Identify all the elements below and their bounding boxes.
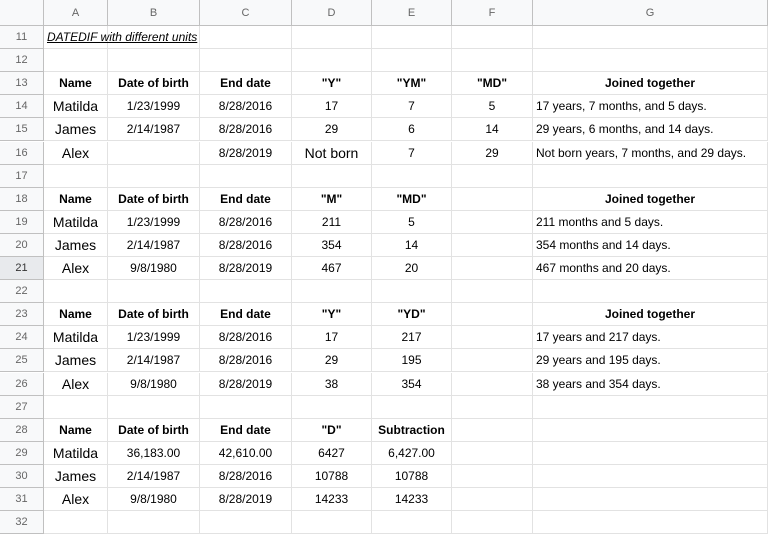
cell-c11[interactable] [200,26,292,49]
cell-e20[interactable]: 14 [372,234,452,257]
cell-c29[interactable]: 42,610.00 [200,442,292,465]
cell-f30[interactable] [452,465,533,488]
cell-e29[interactable]: 6,427.00 [372,442,452,465]
cell-e30[interactable]: 10788 [372,465,452,488]
cell-e18[interactable]: "MD" [372,188,452,211]
cell-c31[interactable]: 8/28/2019 [200,488,292,511]
cell-e19[interactable]: 5 [372,211,452,234]
cell-e27[interactable] [372,396,452,419]
row-header-13[interactable]: 13 [0,72,44,95]
row-header-21[interactable]: 21 [0,257,44,280]
cell-a25[interactable]: James [44,349,108,372]
cell-f19[interactable] [452,211,533,234]
cell-b21[interactable]: 9/8/1980 [108,257,200,280]
cell-f20[interactable] [452,234,533,257]
cell-c25[interactable]: 8/28/2016 [200,349,292,372]
cell-f32[interactable] [452,511,533,534]
cell-g13[interactable]: Joined together [533,72,768,95]
cell-f12[interactable] [452,49,533,72]
cell-e17[interactable] [372,165,452,188]
cell-d26[interactable]: 38 [292,373,372,396]
cell-a20[interactable]: James [44,234,108,257]
cell-d22[interactable] [292,280,372,303]
cell-b22[interactable] [108,280,200,303]
cell-b26[interactable]: 9/8/1980 [108,373,200,396]
cell-a13[interactable]: Name [44,72,108,95]
cell-b31[interactable]: 9/8/1980 [108,488,200,511]
cell-g27[interactable] [533,396,768,419]
cell-a23[interactable]: Name [44,303,108,326]
cell-a28[interactable]: Name [44,419,108,442]
cell-c28[interactable]: End date [200,419,292,442]
cell-f28[interactable] [452,419,533,442]
cell-e15[interactable]: 6 [372,118,452,141]
cell-g11[interactable] [533,26,768,49]
cell-a12[interactable] [44,49,108,72]
row-header-26[interactable]: 26 [0,373,44,396]
cell-d11[interactable] [292,26,372,49]
cell-f11[interactable] [452,26,533,49]
cell-d29[interactable]: 6427 [292,442,372,465]
cell-a16[interactable]: Alex [44,142,108,165]
cell-d21[interactable]: 467 [292,257,372,280]
cell-c23[interactable]: End date [200,303,292,326]
column-header-b[interactable]: B [108,0,200,26]
cell-c15[interactable]: 8/28/2016 [200,118,292,141]
column-header-e[interactable]: E [372,0,452,26]
cell-c17[interactable] [200,165,292,188]
cell-g17[interactable] [533,165,768,188]
cell-g23[interactable]: Joined together [533,303,768,326]
cell-g22[interactable] [533,280,768,303]
cell-c26[interactable]: 8/28/2019 [200,373,292,396]
cell-f16[interactable]: 29 [452,142,533,165]
cell-f29[interactable] [452,442,533,465]
cell-e31[interactable]: 14233 [372,488,452,511]
cell-a27[interactable] [44,396,108,419]
cell-b32[interactable] [108,511,200,534]
cell-g16[interactable]: Not born years, 7 months, and 29 days. [533,142,768,165]
row-header-12[interactable]: 12 [0,49,44,72]
cell-f14[interactable]: 5 [452,95,533,118]
cell-f26[interactable] [452,373,533,396]
cell-e21[interactable]: 20 [372,257,452,280]
cell-a22[interactable] [44,280,108,303]
cell-f31[interactable] [452,488,533,511]
row-header-24[interactable]: 24 [0,326,44,349]
cell-g24[interactable]: 17 years and 217 days. [533,326,768,349]
cell-f23[interactable] [452,303,533,326]
cell-e22[interactable] [372,280,452,303]
cell-a30[interactable]: James [44,465,108,488]
cell-d16[interactable]: Not born [292,142,372,165]
cell-g31[interactable] [533,488,768,511]
cell-b30[interactable]: 2/14/1987 [108,465,200,488]
cell-b16[interactable] [108,142,200,165]
cell-c14[interactable]: 8/28/2016 [200,95,292,118]
row-header-16[interactable]: 16 [0,142,44,165]
cell-e23[interactable]: "YD" [372,303,452,326]
row-header-32[interactable]: 32 [0,511,44,534]
row-header-14[interactable]: 14 [0,95,44,118]
cell-d31[interactable]: 14233 [292,488,372,511]
cell-g32[interactable] [533,511,768,534]
column-header-f[interactable]: F [452,0,533,26]
row-header-17[interactable]: 17 [0,165,44,188]
cell-g29[interactable] [533,442,768,465]
cell-f13[interactable]: "MD" [452,72,533,95]
cell-d19[interactable]: 211 [292,211,372,234]
cell-b20[interactable]: 2/14/1987 [108,234,200,257]
column-header-d[interactable]: D [292,0,372,26]
cell-f15[interactable]: 14 [452,118,533,141]
row-header-28[interactable]: 28 [0,419,44,442]
cell-b19[interactable]: 1/23/1999 [108,211,200,234]
cell-e25[interactable]: 195 [372,349,452,372]
cell-a31[interactable]: Alex [44,488,108,511]
cell-b27[interactable] [108,396,200,419]
cell-b14[interactable]: 1/23/1999 [108,95,200,118]
cell-c19[interactable]: 8/28/2016 [200,211,292,234]
cell-f25[interactable] [452,349,533,372]
cell-d24[interactable]: 17 [292,326,372,349]
cell-a17[interactable] [44,165,108,188]
cell-g30[interactable] [533,465,768,488]
row-header-30[interactable]: 30 [0,465,44,488]
cell-b15[interactable]: 2/14/1987 [108,118,200,141]
cell-c12[interactable] [200,49,292,72]
cell-c20[interactable]: 8/28/2016 [200,234,292,257]
cell-f17[interactable] [452,165,533,188]
cell-a26[interactable]: Alex [44,373,108,396]
cell-g14[interactable]: 17 years, 7 months, and 5 days. [533,95,768,118]
cell-d23[interactable]: "Y" [292,303,372,326]
cell-d15[interactable]: 29 [292,118,372,141]
cell-g15[interactable]: 29 years, 6 months, and 14 days. [533,118,768,141]
cell-e13[interactable]: "YM" [372,72,452,95]
cell-b23[interactable]: Date of birth [108,303,200,326]
cell-c18[interactable]: End date [200,188,292,211]
cell-d12[interactable] [292,49,372,72]
cell-a21[interactable]: Alex [44,257,108,280]
row-header-31[interactable]: 31 [0,488,44,511]
cell-g18[interactable]: Joined together [533,188,768,211]
row-header-11[interactable]: 11 [0,26,44,49]
cell-a15[interactable]: James [44,118,108,141]
cell-d14[interactable]: 17 [292,95,372,118]
cell-c32[interactable] [200,511,292,534]
cell-a24[interactable]: Matilda [44,326,108,349]
cell-d20[interactable]: 354 [292,234,372,257]
cell-b17[interactable] [108,165,200,188]
cell-g26[interactable]: 38 years and 354 days. [533,373,768,396]
cell-d30[interactable]: 10788 [292,465,372,488]
column-header-c[interactable]: C [200,0,292,26]
cell-a14[interactable]: Matilda [44,95,108,118]
cell-a19[interactable]: Matilda [44,211,108,234]
cell-a29[interactable]: Matilda [44,442,108,465]
cell-b29[interactable]: 36,183.00 [108,442,200,465]
cell-c16[interactable]: 8/28/2019 [200,142,292,165]
cell-c24[interactable]: 8/28/2016 [200,326,292,349]
cell-a32[interactable] [44,511,108,534]
cell-f22[interactable] [452,280,533,303]
cell-f18[interactable] [452,188,533,211]
cell-c13[interactable]: End date [200,72,292,95]
row-header-18[interactable]: 18 [0,188,44,211]
cell-a18[interactable]: Name [44,188,108,211]
cell-b25[interactable]: 2/14/1987 [108,349,200,372]
cell-d18[interactable]: "M" [292,188,372,211]
cell-d17[interactable] [292,165,372,188]
row-header-29[interactable]: 29 [0,442,44,465]
cell-e11[interactable] [372,26,452,49]
cell-e12[interactable] [372,49,452,72]
cell-b12[interactable] [108,49,200,72]
cell-b18[interactable]: Date of birth [108,188,200,211]
cell-c21[interactable]: 8/28/2019 [200,257,292,280]
cell-e14[interactable]: 7 [372,95,452,118]
row-header-27[interactable]: 27 [0,396,44,419]
select-all-corner[interactable] [0,0,44,26]
row-header-19[interactable]: 19 [0,211,44,234]
row-header-20[interactable]: 20 [0,234,44,257]
column-header-g[interactable]: G [533,0,768,26]
cell-d27[interactable] [292,396,372,419]
cell-c30[interactable]: 8/28/2016 [200,465,292,488]
cell-e24[interactable]: 217 [372,326,452,349]
cell-e16[interactable]: 7 [372,142,452,165]
cell-a11[interactable]: DATEDIF with different units [44,26,108,49]
cell-e26[interactable]: 354 [372,373,452,396]
cell-g25[interactable]: 29 years and 195 days. [533,349,768,372]
cell-g12[interactable] [533,49,768,72]
cell-d28[interactable]: "D" [292,419,372,442]
cell-d25[interactable]: 29 [292,349,372,372]
row-header-22[interactable]: 22 [0,280,44,303]
cell-b28[interactable]: Date of birth [108,419,200,442]
cell-e32[interactable] [372,511,452,534]
cell-c27[interactable] [200,396,292,419]
cell-d13[interactable]: "Y" [292,72,372,95]
cell-f24[interactable] [452,326,533,349]
cell-c22[interactable] [200,280,292,303]
cell-b13[interactable]: Date of birth [108,72,200,95]
cell-g28[interactable] [533,419,768,442]
cell-g21[interactable]: 467 months and 20 days. [533,257,768,280]
cell-g20[interactable]: 354 months and 14 days. [533,234,768,257]
cell-f27[interactable] [452,396,533,419]
cell-b24[interactable]: 1/23/1999 [108,326,200,349]
row-header-25[interactable]: 25 [0,349,44,372]
row-header-15[interactable]: 15 [0,118,44,141]
cell-e28[interactable]: Subtraction [372,419,452,442]
cell-g19[interactable]: 211 months and 5 days. [533,211,768,234]
cell-d32[interactable] [292,511,372,534]
column-header-a[interactable]: A [44,0,108,26]
row-header-23[interactable]: 23 [0,303,44,326]
cell-f21[interactable] [452,257,533,280]
